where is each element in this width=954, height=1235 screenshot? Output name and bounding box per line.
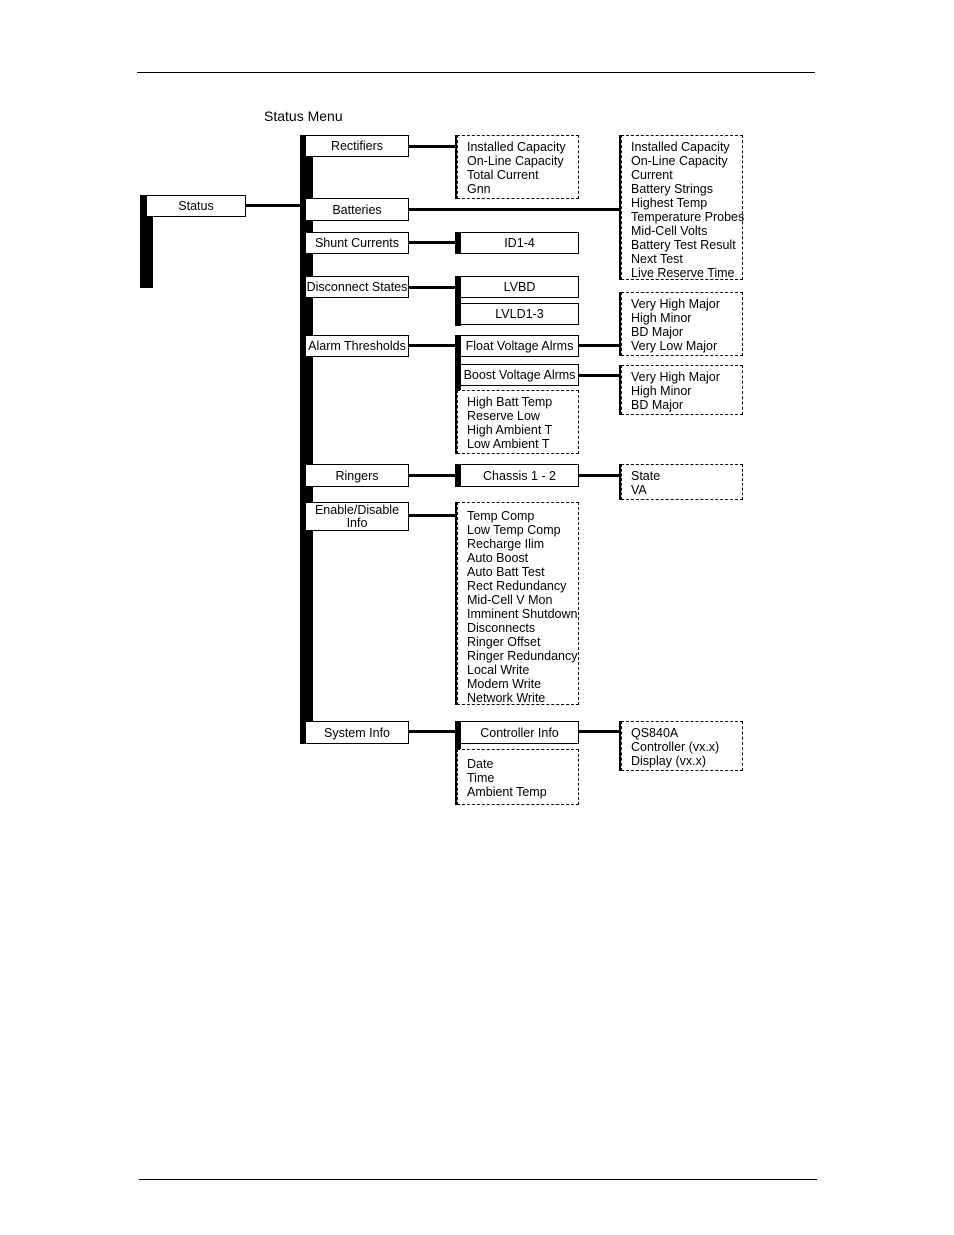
enable-connector [409,514,456,517]
shunt-currents-node: Shunt Currents [305,232,409,254]
main-spine [300,135,313,744]
lvld-node: LVLD1-3 [460,303,579,325]
list-item: Battery Strings [631,182,713,196]
list-item: Very High Major [631,370,720,384]
controller-items-list [621,721,743,771]
list-item: Ringer Redundancy [467,649,578,663]
root-connector [246,204,302,207]
list-item: High Batt Temp [467,395,553,409]
rectifiers-connector [409,145,456,148]
disconnect-states-node: Disconnect States [305,276,409,298]
enable-disable-line2: Info [346,515,368,530]
enable-items-list [457,502,579,705]
float-connector [579,344,620,347]
list-item: QS840A [631,726,679,740]
float-voltage-node: Float Voltage Alrms [460,335,579,357]
list-item: Live Reserve Time [631,266,735,280]
alarm-other-list [457,390,579,454]
list-item: Reserve Low [467,409,540,423]
batteries-node: Batteries [305,198,409,221]
rectifiers-node: Rectifiers [305,135,409,157]
ringers-node: Ringers [305,464,409,487]
lvbd-node: LVBD [460,276,579,298]
list-item: Local Write [467,663,530,677]
list-item: Date [467,757,494,771]
list-item: Auto Batt Test [467,565,545,579]
diagram-title: Status Menu [264,108,343,124]
list-item: Very Low Major [631,339,718,353]
list-item: VA [631,483,647,497]
list-item: Modem Write [467,677,542,691]
list-item: BD Major [631,325,684,339]
list-item: Temperature Probes [631,210,745,224]
list-item: Current [631,168,673,182]
list-item: High Minor [631,384,692,398]
list-item: Low Temp Comp [467,523,561,537]
float-items-list [621,292,743,356]
list-item: Highest Temp [631,196,708,210]
ringer-items-list [621,464,743,500]
enable-disable-node [305,502,409,531]
list-item: Recharge Ilim [467,537,545,551]
status-node: Status [146,195,246,217]
list-item: State [631,469,661,483]
shunt-id-node: ID1-4 [460,232,579,254]
list-item: Imminent Shutdown [467,607,578,621]
list-item: High Minor [631,311,692,325]
boost-items-list [621,365,743,415]
list-item: High Ambient T [467,423,553,437]
disconnect-connector [409,286,456,289]
list-item: Installed Capacity [467,140,566,154]
list-item: Very High Major [631,297,720,311]
list-item: BD Major [631,398,684,412]
list-item: Total Current [467,168,539,182]
battery-items-list [621,135,743,280]
ringers-connector [409,474,456,477]
system-info-node: System Info [305,721,409,744]
list-item: Ringer Offset [467,635,541,649]
list-item: Battery Test Result [631,238,736,252]
list-item: Low Ambient T [467,437,550,451]
controller-connector [579,730,620,733]
list-item: Installed Capacity [631,140,730,154]
system-other-list [457,749,579,805]
rectifier-items-list [457,135,579,199]
list-item: On-Line Capacity [467,154,564,168]
chassis-connector [579,474,620,477]
bottom-rule [139,1179,817,1180]
alarm-connector [409,344,456,347]
controller-info-node: Controller Info [460,721,579,744]
alarm-thresholds-node: Alarm Thresholds [305,335,409,357]
list-item: Mid-Cell Volts [631,224,708,238]
list-item: Network Write [467,691,546,705]
batteries-connector [409,208,620,211]
enable-disable-line1: Enable/Disable [314,502,400,517]
list-item: Mid-Cell V Mon [467,593,553,607]
system-connector [409,730,456,733]
list-item: Temp Comp [467,509,535,523]
list-item: Gnn [467,182,491,196]
list-item: Display (vx.x) [631,754,707,768]
boost-connector [579,374,620,377]
list-item: On-Line Capacity [631,154,728,168]
shunt-connector [409,241,456,244]
list-item: Auto Boost [467,551,529,565]
boost-voltage-node: Boost Voltage Alrms [460,364,579,386]
list-item: Controller (vx.x) [631,740,720,754]
list-item: Ambient Temp [467,785,547,799]
chassis-node: Chassis 1 - 2 [460,464,579,487]
list-item: Rect Redundancy [467,579,567,593]
list-item: Next Test [631,252,683,266]
list-item: Disconnects [467,621,536,635]
top-rule [137,72,815,73]
list-item: Time [467,771,495,785]
